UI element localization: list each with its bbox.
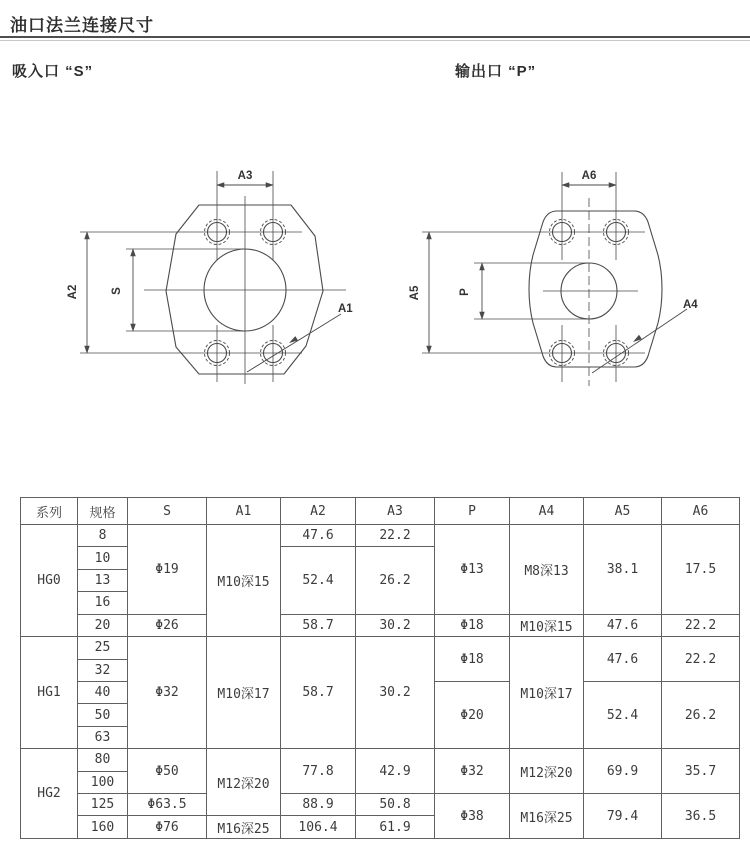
column-header: A3 (356, 498, 435, 525)
table-cell: Φ13 (435, 525, 510, 615)
table-cell: 58.7 (281, 614, 356, 636)
table-cell: 88.9 (281, 794, 356, 816)
table-cell: M8深13 (510, 525, 584, 615)
table-row (21, 749, 740, 771)
table-cell: M16深25 (510, 794, 584, 839)
flange-outline (166, 205, 323, 374)
table-cell: Φ26 (128, 614, 207, 636)
table-cell: 8 (78, 525, 128, 547)
table-cell: 38.1 (584, 525, 662, 615)
table-header (21, 498, 740, 525)
table-cell: M10深17 (207, 637, 281, 749)
table-cell: 106.4 (281, 816, 356, 839)
table-cell: 26.2 (662, 681, 740, 748)
dim-label-s: S (111, 287, 123, 295)
table-cell: 35.7 (662, 749, 740, 794)
dim-label-a4: A4 (683, 299, 698, 311)
flange-outline (529, 211, 662, 367)
dim-label-a2: A2 (67, 284, 79, 300)
column-header: A2 (281, 498, 356, 525)
table-cell: M12深20 (207, 749, 281, 816)
table-cell: HG0 (21, 525, 78, 637)
title-rule-shadow (0, 40, 750, 41)
column-header: P (435, 498, 510, 525)
table-cell: 52.4 (281, 547, 356, 614)
table-cell: Φ50 (128, 749, 207, 794)
table-cell: M12深20 (510, 749, 584, 794)
table-cell: Φ63.5 (128, 794, 207, 816)
table-row (21, 637, 740, 659)
output-flange-drawing (400, 158, 740, 403)
table-body (21, 525, 740, 839)
table-cell: Φ20 (435, 681, 510, 748)
column-header: A4 (510, 498, 584, 525)
table-cell: Φ18 (435, 614, 510, 636)
centerlines (80, 171, 346, 384)
table-cell: 61.9 (356, 816, 435, 839)
table-cell: 47.6 (584, 637, 662, 682)
table-cell: 47.6 (584, 614, 662, 636)
table-cell: 50.8 (356, 794, 435, 816)
table-cell: Φ19 (128, 525, 207, 615)
table-cell: 32 (78, 659, 128, 681)
table-cell: 36.5 (662, 794, 740, 839)
table-cell: 26.2 (356, 547, 435, 614)
dim-label-p: P (459, 288, 471, 296)
leader-arrow (289, 336, 298, 343)
table-cell: 69.9 (584, 749, 662, 794)
table-cell: M10深15 (510, 614, 584, 636)
table-cell: 13 (78, 569, 128, 591)
column-header: A5 (584, 498, 662, 525)
table-row (21, 525, 740, 547)
table-cell: HG1 (21, 637, 78, 749)
dim-label-a3: A3 (237, 170, 253, 182)
table-cell: 77.8 (281, 749, 356, 794)
table-cell: 42.9 (356, 749, 435, 794)
table-cell: Φ18 (435, 637, 510, 682)
leader-arrow (633, 335, 642, 342)
table-cell: 16 (78, 592, 128, 614)
table-cell: 40 (78, 681, 128, 703)
table-cell: 125 (78, 794, 128, 816)
suction-flange-drawing (50, 158, 390, 403)
table-cell: 22.2 (662, 637, 740, 682)
table-cell: 50 (78, 704, 128, 726)
table-cell: 30.2 (356, 614, 435, 636)
title-rule (0, 36, 750, 38)
dim-label-a6: A6 (581, 170, 597, 182)
table-cell: HG2 (21, 749, 78, 839)
column-header: 规格 (78, 498, 128, 525)
table-cell: 80 (78, 749, 128, 771)
column-header: S (128, 498, 207, 525)
table-cell: 100 (78, 771, 128, 793)
table-cell: 52.4 (584, 681, 662, 748)
table-cell: 30.2 (356, 637, 435, 749)
table-cell: 17.5 (662, 525, 740, 615)
table-cell: 63 (78, 726, 128, 748)
table-cell: 10 (78, 547, 128, 569)
table-cell: M16深25 (207, 816, 281, 839)
table-cell: 22.2 (662, 614, 740, 636)
column-header: A6 (662, 498, 740, 525)
column-header: 系列 (21, 498, 78, 525)
page-title: 油口法兰连接尺寸 (10, 16, 154, 35)
table-cell: 160 (78, 816, 128, 839)
dimension-table (20, 497, 740, 839)
table-cell: Φ76 (128, 816, 207, 839)
table-row (21, 614, 740, 636)
table-cell: 79.4 (584, 794, 662, 839)
suction-port-heading: 吸入口 “S” (12, 63, 94, 80)
table-cell: 47.6 (281, 525, 356, 547)
centerlines (422, 172, 645, 386)
table-cell: Φ32 (128, 637, 207, 749)
table-cell: 22.2 (356, 525, 435, 547)
dim-label-a5: A5 (409, 285, 421, 301)
table-cell: 25 (78, 637, 128, 659)
output-port-heading: 输出口 “P” (455, 63, 537, 80)
table-cell: 20 (78, 614, 128, 636)
table-header-row (21, 498, 740, 525)
column-header: A1 (207, 498, 281, 525)
table-cell: Φ32 (435, 749, 510, 794)
table-cell: Φ38 (435, 794, 510, 839)
dim-label-a1: A1 (338, 303, 353, 315)
table-cell: 58.7 (281, 637, 356, 749)
table-cell: M10深17 (510, 637, 584, 749)
table-row (21, 794, 740, 816)
table-cell: M10深15 (207, 525, 281, 637)
